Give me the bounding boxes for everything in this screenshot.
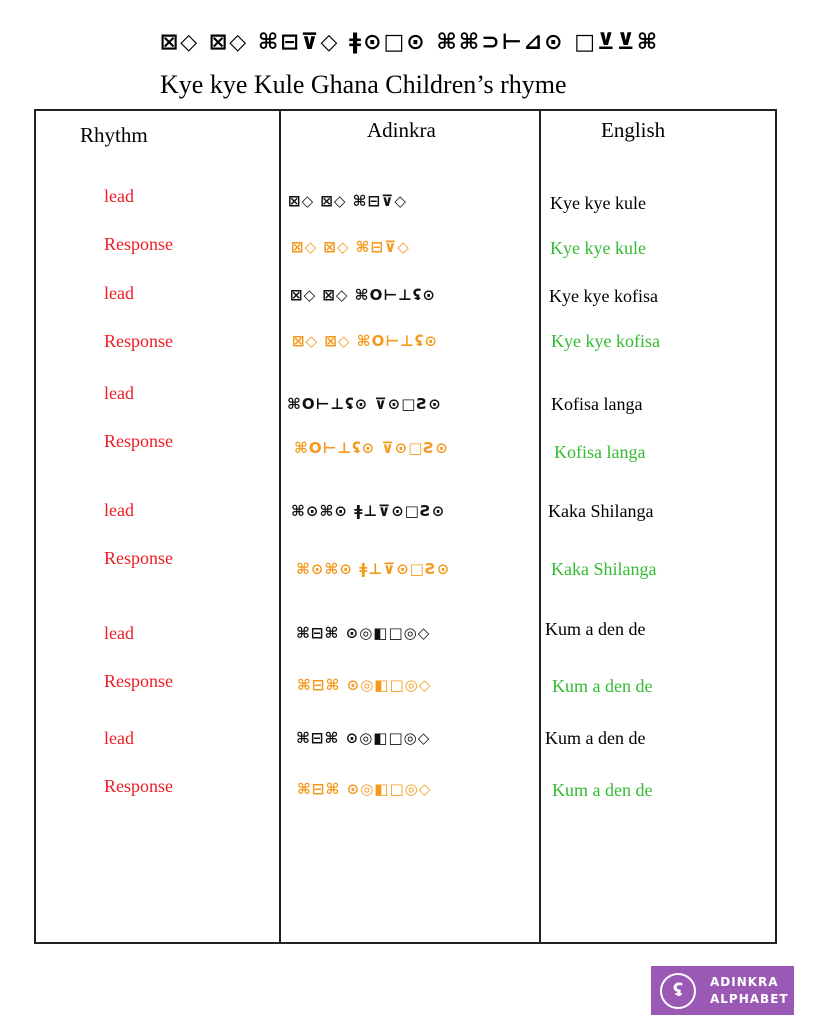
rhythm-cell: lead [104, 383, 134, 403]
english-cell: Kofisa langa [551, 394, 643, 414]
adinkra-title: ⊠◇ ⊠◇ ⌘⊟⊽◇ ǂ⊙□⊙ ⌘⌘⊃⊢⊿⊙ □⊻⊻⌘ [159, 30, 660, 55]
rhythm-cell: lead [104, 623, 134, 643]
english-cell: Kye kye kofisa [551, 331, 660, 351]
english-cell: Kum a den de [545, 619, 646, 639]
rhythm-cell: lead [104, 283, 134, 303]
english-cell: Kaka Shilanga [551, 559, 657, 579]
logo-text [710, 974, 789, 1008]
column-divider [279, 111, 281, 942]
english-cell: Kye kye kofisa [549, 286, 658, 306]
adinkra-cell: ⌘O⊢⊥ʢ⊙ ⊽⊙□Ƨ⊙ [294, 439, 449, 457]
adinkra-cell: ⌘⊟⌘ ⊙◎◧□◎◇ [297, 780, 432, 798]
column-header-adinkra: Adinkra [367, 118, 436, 142]
rhythm-cell: Response [104, 431, 173, 451]
adinkra-cell: ⌘⊙⌘⊙ ǂ⊥⊽⊙□Ƨ⊙ [296, 560, 451, 578]
english-cell: Kum a den de [552, 676, 653, 696]
column-header-english: English [601, 118, 666, 142]
adinkra-cell: ⌘O⊢⊥ʢ⊙ ⊽⊙□Ƨ⊙ [287, 395, 442, 413]
rhythm-cell: Response [104, 776, 173, 796]
adinkra-cell: ⌘⊟⌘ ⊙◎◧□◎◇ [296, 624, 431, 642]
column-header-rhythm: Rhythm [80, 123, 148, 147]
adinkra-cell: ⊠◇ ⊠◇ ⌘O⊢⊥ʢ⊙ [292, 332, 438, 350]
logo-line-2: ALPHABET [710, 991, 789, 1006]
logo-line-1: ADINKRA [710, 974, 779, 989]
adinkra-cell: ⌘⊙⌘⊙ ǂ⊥⊽⊙□Ƨ⊙ [291, 502, 446, 520]
rhythm-cell: Response [104, 331, 173, 351]
rhythm-cell: Response [104, 234, 173, 254]
english-cell: Kye kye kule [550, 193, 646, 213]
english-cell: Kaka Shilanga [548, 501, 654, 521]
rhythm-cell: lead [104, 500, 134, 520]
adinkra-cell: ⌘⊟⌘ ⊙◎◧□◎◇ [297, 676, 432, 694]
english-cell: Kum a den de [545, 728, 646, 748]
english-cell: Kye kye kule [550, 238, 646, 258]
english-cell: Kum a den de [552, 780, 653, 800]
rhythm-cell: Response [104, 671, 173, 691]
adinkra-alphabet-logo [651, 966, 794, 1015]
english-cell: Kofisa langa [554, 442, 646, 462]
column-divider [539, 111, 541, 942]
rhythm-cell: lead [104, 186, 134, 206]
adinkra-cell: ⊠◇ ⊠◇ ⌘⊟⊽◇ [291, 238, 410, 256]
page-title: Kye kye Kule Ghana Children’s rhyme [160, 70, 567, 99]
adinkra-cell: ⌘⊟⌘ ⊙◎◧□◎◇ [296, 729, 431, 747]
adinkra-symbol-icon: ʢ [660, 973, 696, 1009]
rhythm-cell: lead [104, 728, 134, 748]
adinkra-cell: ⊠◇ ⊠◇ ⌘⊟⊽◇ [288, 192, 407, 210]
rhythm-cell: Response [104, 548, 173, 568]
adinkra-cell: ⊠◇ ⊠◇ ⌘O⊢⊥ʢ⊙ [290, 286, 436, 304]
